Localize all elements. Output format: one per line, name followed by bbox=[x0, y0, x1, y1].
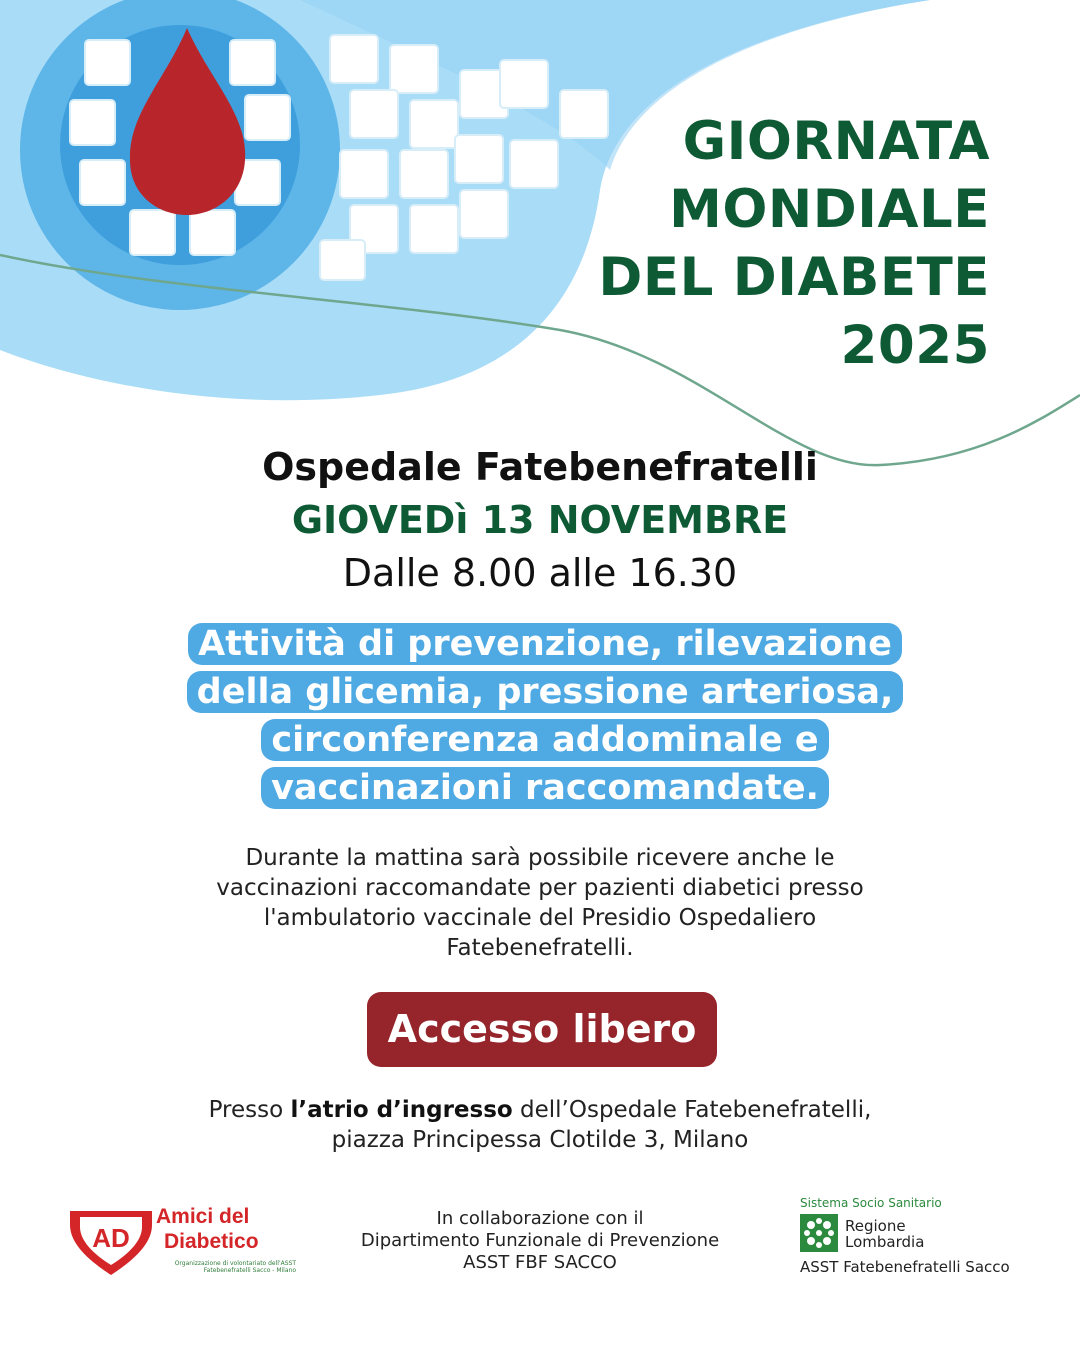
rl-asst-label: ASST Fatebenefratelli Sacco bbox=[800, 1258, 1010, 1276]
regione-lombardia-logo bbox=[800, 1196, 1040, 1286]
collab-line-1: In collaborazione con il bbox=[436, 1208, 644, 1229]
amici-del-diabetico-logo bbox=[66, 1205, 296, 1285]
sugar-cube bbox=[85, 40, 130, 85]
sugar-cube bbox=[130, 210, 175, 255]
sugar-cube bbox=[340, 150, 388, 198]
rl-system-label: Sistema Socio Sanitario bbox=[800, 1196, 942, 1210]
address-line-2: piazza Principessa Clotilde 3, Milano bbox=[331, 1127, 749, 1153]
title-line: GIORNATA bbox=[682, 111, 990, 172]
sugar-cube bbox=[410, 205, 458, 253]
sugar-cube bbox=[320, 240, 365, 280]
event-time: Dalle 8.00 alle 16.30 bbox=[342, 551, 738, 595]
sugar-cube bbox=[410, 100, 458, 148]
ad-heart-icon bbox=[66, 1207, 156, 1277]
ad-name-line2: Diabetico bbox=[164, 1230, 259, 1253]
sugar-cube bbox=[230, 40, 275, 85]
ad-name-line1: Amici del bbox=[156, 1205, 250, 1228]
rl-name-line2: Lombardia bbox=[845, 1233, 925, 1251]
description-text: Durante la mattina sarà possibile ricevere anche le vaccinazioni raccomandate per pazienti diabetici presso l'ambulatorio vaccinale del Presidio Ospedaliero Fatebenefratelli. bbox=[216, 845, 864, 961]
collab-line-2: Dipartimento Funzionale di Prevenzione bbox=[360, 1230, 720, 1251]
sugar-cube bbox=[500, 60, 548, 108]
event-date: GIOVEDì 13 NOVEMBRE bbox=[291, 498, 789, 542]
address-prefix: Presso bbox=[208, 1097, 291, 1123]
rosa-camuna-icon bbox=[800, 1214, 838, 1252]
event-venue: Ospedale Fatebenefratelli bbox=[262, 445, 818, 489]
address-line-1 bbox=[0, 1095, 1080, 1125]
collaboration-text bbox=[330, 1208, 750, 1274]
address-bold: l’atrio d’ingresso bbox=[290, 1097, 513, 1123]
sugar-cube bbox=[245, 95, 290, 140]
address-block bbox=[0, 1095, 1080, 1155]
activities-box bbox=[165, 620, 925, 812]
ad-subtitle: Organizzazione di volontariato dell'ASST Fatebenefratelli Sacco - Milano bbox=[174, 1260, 296, 1274]
ad-monogram: AD bbox=[92, 1223, 130, 1253]
sugar-cube bbox=[390, 45, 438, 93]
title-line: DEL DIABETE bbox=[598, 247, 990, 308]
event-title bbox=[470, 108, 990, 380]
sugar-cube bbox=[70, 100, 115, 145]
sugar-cube bbox=[350, 90, 398, 138]
rl-name-line1: Regione bbox=[845, 1217, 906, 1235]
free-access-badge: Accesso libero bbox=[367, 992, 717, 1067]
sugar-cube bbox=[330, 35, 378, 83]
sugar-cube bbox=[400, 150, 448, 198]
title-line: MONDIALE bbox=[669, 179, 990, 240]
activities-text: Attività di prevenzione, rilevazione della glicemia, pressione arteriosa, circonferenza addominale e vaccinazioni raccomandate. bbox=[187, 623, 904, 809]
address-suffix: dell’Ospedale Fatebenefratelli, bbox=[512, 1097, 872, 1123]
title-line: 2025 bbox=[840, 315, 990, 376]
collab-line-3: ASST FBF SACCO bbox=[463, 1252, 617, 1273]
sugar-cube bbox=[190, 210, 235, 255]
rl-emblem bbox=[800, 1214, 838, 1252]
sugar-cube bbox=[80, 160, 125, 205]
